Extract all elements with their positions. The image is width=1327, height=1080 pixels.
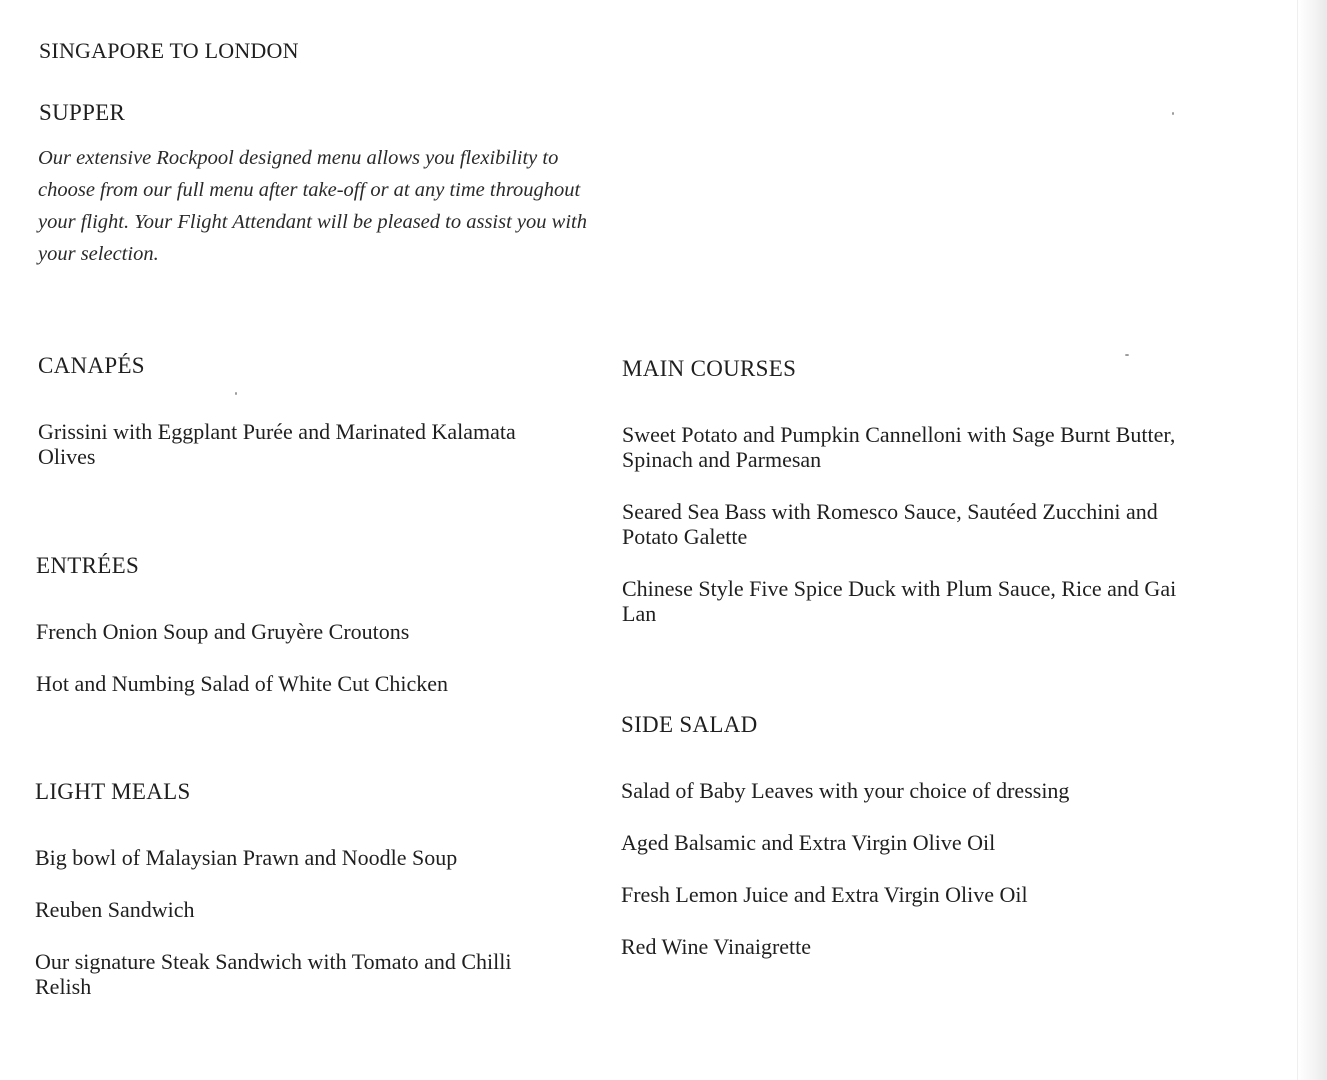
section-title-main-courses: MAIN COURSES (622, 356, 797, 381)
light-meals-list (35, 845, 555, 999)
menu-item: Fresh Lemon Juice and Extra Virgin Olive Oil (621, 882, 1028, 907)
entrees-section (36, 553, 556, 723)
entrees-list (36, 619, 556, 696)
menu-item: Grissini with Eggplant Purée and Marinated Kalamata Olives (38, 419, 516, 469)
intro-text: Our extensive Rockpool designed menu allows you flexibility to choose from our full menu after take-off or at any time throughout your flight. Your Flight Attendant will be pleased to assist you with your selection. (38, 147, 587, 265)
main-courses-list (622, 422, 1192, 626)
canapes-section (38, 353, 558, 496)
menu-item: Reuben Sandwich (35, 897, 195, 922)
menu-item: Chinese Style Five Spice Duck with Plum Sauce, Rice and Gai Lan (622, 576, 1177, 626)
main-courses-section (622, 356, 1192, 653)
section-title-canapes: CANAPÉS (38, 353, 145, 378)
page-edge-shadow (1297, 0, 1327, 1080)
menu-item: Big bowl of Malaysian Prawn and Noodle Soup (35, 845, 458, 870)
menu-item: Salad of Baby Leaves with your choice of dressing (621, 778, 1070, 803)
scan-speck (1172, 112, 1174, 115)
light-meals-section (35, 779, 555, 1026)
meal-title: SUPPER (39, 100, 126, 125)
canapes-list (38, 419, 558, 469)
menu-item: Aged Balsamic and Extra Virgin Olive Oil (621, 830, 996, 855)
menu-item: Sweet Potato and Pumpkin Cannelloni with Sage Burnt Butter, Spinach and Parmesan (622, 422, 1176, 472)
route-title: SINGAPORE TO LONDON (39, 38, 299, 63)
section-title-side-salad: SIDE SALAD (621, 712, 758, 737)
menu-item: Hot and Numbing Salad of White Cut Chicken (36, 671, 449, 696)
menu-item: Our signature Steak Sandwich with Tomato and Chilli Relish (35, 949, 512, 999)
section-title-light-meals: LIGHT MEALS (35, 779, 191, 804)
section-title-entrees: ENTRÉES (36, 553, 140, 578)
menu-item: Seared Sea Bass with Romesco Sauce, Sautéed Zucchini and Potato Galette (622, 499, 1158, 549)
menu-item: French Onion Soup and Gruyère Croutons (36, 619, 410, 644)
side-salad-section (621, 712, 1191, 986)
menu-item: Red Wine Vinaigrette (621, 934, 812, 959)
side-salad-list (621, 778, 1191, 959)
